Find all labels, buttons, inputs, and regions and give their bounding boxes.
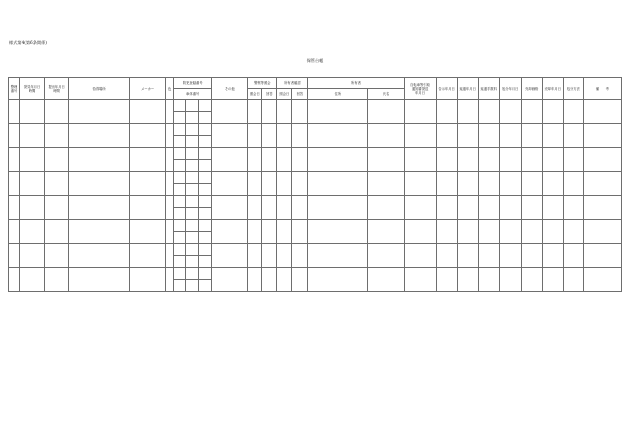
cell-color[interactable] [166, 148, 174, 172]
cell-body-c[interactable] [199, 256, 212, 268]
cell-seq-no[interactable] [9, 148, 20, 172]
cell-owner-confirm-answer[interactable] [292, 172, 308, 196]
cell-seq-no[interactable] [9, 100, 20, 124]
cell-fee[interactable] [478, 196, 499, 220]
cell-found-place[interactable] [69, 268, 130, 292]
cell-body-c[interactable] [199, 160, 212, 172]
cell-fee[interactable] [478, 148, 499, 172]
cell-method[interactable] [563, 196, 583, 220]
cell-reg-b[interactable] [186, 220, 199, 232]
table-row [9, 196, 622, 208]
header-remarks: 備 考 [583, 78, 621, 100]
cell-delivery-date[interactable] [45, 148, 69, 172]
cell-body-a[interactable] [174, 280, 186, 292]
cell-discovery-date[interactable] [20, 244, 45, 268]
cell-disposal-date[interactable] [499, 268, 521, 292]
cell-fee[interactable] [478, 100, 499, 124]
cell-owner-name[interactable] [368, 124, 404, 148]
cell-reg-c[interactable] [199, 244, 212, 256]
cell-owner-confirm-date[interactable] [277, 220, 292, 244]
cell-notify-date[interactable] [404, 148, 436, 172]
cell-reg-a[interactable] [174, 244, 186, 256]
cell-owner-address[interactable] [308, 148, 368, 172]
cell-seq-no[interactable] [9, 172, 20, 196]
cell-sale-price[interactable] [521, 124, 542, 148]
cell-return-date[interactable] [457, 100, 478, 124]
cell-reg-b[interactable] [186, 148, 199, 160]
cell-transfer-date[interactable] [542, 100, 563, 124]
cell-discovery-date[interactable] [20, 148, 45, 172]
cell-police-inquiry-date[interactable] [248, 244, 262, 268]
cell-sale-price[interactable] [521, 220, 542, 244]
cell-police-inquiry-date[interactable] [248, 268, 262, 292]
cell-body-b[interactable] [186, 136, 199, 148]
cell-announce-date[interactable] [436, 268, 457, 292]
cell-owner-confirm-answer[interactable] [292, 244, 308, 268]
cell-police-inquiry-date[interactable] [248, 148, 262, 172]
cell-sale-price[interactable] [521, 148, 542, 172]
cell-body-b[interactable] [186, 160, 199, 172]
cell-owner-confirm-date[interactable] [277, 196, 292, 220]
cell-method[interactable] [563, 220, 583, 244]
cell-announce-date[interactable] [436, 100, 457, 124]
cell-fee[interactable] [478, 244, 499, 268]
header-disposal-date: 処分年月日 [499, 78, 521, 100]
cell-owner-confirm-date[interactable] [277, 124, 292, 148]
cell-body-b[interactable] [186, 280, 199, 292]
header-owner-confirm-date: 照会日 [277, 89, 292, 100]
cell-disposal-date[interactable] [499, 196, 521, 220]
cell-found-place[interactable] [69, 100, 130, 124]
cell-other[interactable] [212, 268, 248, 292]
cell-police-answer[interactable] [262, 196, 277, 220]
cell-reg-b[interactable] [186, 124, 199, 136]
cell-maker[interactable] [130, 124, 166, 148]
cell-reg-b[interactable] [186, 172, 199, 184]
cell-police-answer[interactable] [262, 172, 277, 196]
cell-seq-no[interactable] [9, 268, 20, 292]
cell-maker[interactable] [130, 100, 166, 124]
cell-return-date[interactable] [457, 220, 478, 244]
header-police-inquiry-date: 照会日 [248, 89, 262, 100]
cell-announce-date[interactable] [436, 244, 457, 268]
cell-reg-a[interactable] [174, 148, 186, 160]
cell-remarks[interactable] [583, 244, 621, 268]
cell-method[interactable] [563, 244, 583, 268]
cell-discovery-date[interactable] [20, 196, 45, 220]
cell-owner-name[interactable] [368, 220, 404, 244]
cell-return-date[interactable] [457, 148, 478, 172]
cell-sale-price[interactable] [521, 100, 542, 124]
cell-body-a[interactable] [174, 136, 186, 148]
cell-discovery-date[interactable] [20, 172, 45, 196]
header-other: その他 [212, 78, 248, 100]
header-body-number: 車体番号 [174, 89, 212, 100]
cell-delivery-date[interactable] [45, 268, 69, 292]
cell-body-a[interactable] [174, 112, 186, 124]
cell-sale-price[interactable] [521, 244, 542, 268]
cell-police-answer[interactable] [262, 100, 277, 124]
table-row [9, 172, 622, 184]
cell-method[interactable] [563, 124, 583, 148]
cell-sale-price[interactable] [521, 268, 542, 292]
cell-notify-date[interactable] [404, 100, 436, 124]
cell-body-b[interactable] [186, 184, 199, 196]
cell-seq-no[interactable] [9, 124, 20, 148]
cell-notify-date[interactable] [404, 172, 436, 196]
cell-method[interactable] [563, 100, 583, 124]
cell-maker[interactable] [130, 268, 166, 292]
cell-owner-confirm-date[interactable] [277, 100, 292, 124]
cell-return-date[interactable] [457, 172, 478, 196]
cell-disposal-date[interactable] [499, 244, 521, 268]
header-fee: 返還手数料 [478, 78, 499, 100]
cell-police-inquiry-date[interactable] [248, 172, 262, 196]
cell-announce-date[interactable] [436, 172, 457, 196]
cell-reg-a[interactable] [174, 124, 186, 136]
header-transfer-date: 売却年月日 [542, 78, 563, 100]
cell-notify-date[interactable] [404, 124, 436, 148]
cell-maker[interactable] [130, 220, 166, 244]
cell-return-date[interactable] [457, 268, 478, 292]
cell-discovery-date[interactable] [20, 124, 45, 148]
cell-reg-c[interactable] [199, 172, 212, 184]
cell-owner-name[interactable] [368, 268, 404, 292]
cell-owner-name[interactable] [368, 244, 404, 268]
cell-other[interactable] [212, 100, 248, 124]
cell-maker[interactable] [130, 196, 166, 220]
cell-seq-no[interactable] [9, 196, 20, 220]
cell-maker[interactable] [130, 244, 166, 268]
cell-other[interactable] [212, 124, 248, 148]
header-return-date: 返還年月日 [457, 78, 478, 100]
cell-body-a[interactable] [174, 184, 186, 196]
header-delivery-date: 提出年月日 時間 [45, 78, 69, 100]
cell-disposal-date[interactable] [499, 100, 521, 124]
cell-police-inquiry-date[interactable] [248, 124, 262, 148]
cell-owner-confirm-answer[interactable] [292, 196, 308, 220]
cell-owner-confirm-answer[interactable] [292, 148, 308, 172]
cell-reg-a[interactable] [174, 100, 186, 112]
cell-police-inquiry-date[interactable] [248, 220, 262, 244]
header-notify-date: 自転車等引取 通知書発送 年月日 [404, 78, 436, 100]
cell-reg-b[interactable] [186, 268, 199, 280]
cell-other[interactable] [212, 172, 248, 196]
cell-notify-date[interactable] [404, 220, 436, 244]
cell-owner-address[interactable] [308, 244, 368, 268]
cell-owner-address[interactable] [308, 100, 368, 124]
header-owner-confirm: 所有者確認 [277, 78, 308, 89]
cell-transfer-date[interactable] [542, 172, 563, 196]
cell-reg-c[interactable] [199, 220, 212, 232]
cell-found-place[interactable] [69, 172, 130, 196]
cell-owner-name[interactable] [368, 196, 404, 220]
form-code: 様式第4(第6条関係) [9, 40, 47, 45]
cell-transfer-date[interactable] [542, 268, 563, 292]
cell-body-c[interactable] [199, 112, 212, 124]
header-owner-address: 住所 [308, 89, 368, 100]
table-row [9, 148, 622, 160]
cell-sale-price[interactable] [521, 196, 542, 220]
cell-fee[interactable] [478, 268, 499, 292]
cell-announce-date[interactable] [436, 220, 457, 244]
cell-method[interactable] [563, 148, 583, 172]
cell-police-inquiry-date[interactable] [248, 196, 262, 220]
cell-other[interactable] [212, 220, 248, 244]
cell-body-c[interactable] [199, 184, 212, 196]
cell-remarks[interactable] [583, 268, 621, 292]
cell-body-c[interactable] [199, 280, 212, 292]
cell-owner-confirm-answer[interactable] [292, 100, 308, 124]
cell-remarks[interactable] [583, 172, 621, 196]
cell-body-b[interactable] [186, 208, 199, 220]
cell-return-date[interactable] [457, 196, 478, 220]
cell-disposal-date[interactable] [499, 148, 521, 172]
cell-color[interactable] [166, 172, 174, 196]
cell-color[interactable] [166, 220, 174, 244]
header-owner-confirm-answer: 回答 [292, 89, 308, 100]
cell-owner-confirm-date[interactable] [277, 244, 292, 268]
cell-reg-b[interactable] [186, 244, 199, 256]
header-owner-name: 氏名 [368, 89, 404, 100]
cell-reg-a[interactable] [174, 220, 186, 232]
table-row [9, 220, 622, 232]
cell-fee[interactable] [478, 172, 499, 196]
cell-body-b[interactable] [186, 256, 199, 268]
header-anti-theft-reg: 防犯登録番号 [174, 78, 212, 89]
cell-return-date[interactable] [457, 124, 478, 148]
header-method: 処分方法 [563, 78, 583, 100]
cell-owner-address[interactable] [308, 124, 368, 148]
cell-reg-a[interactable] [174, 172, 186, 184]
cell-return-date[interactable] [457, 244, 478, 268]
header-maker: メーカー [130, 78, 166, 100]
cell-notify-date[interactable] [404, 244, 436, 268]
document-title: 保管台帳 [306, 58, 324, 63]
cell-delivery-date[interactable] [45, 220, 69, 244]
cell-maker[interactable] [130, 148, 166, 172]
cell-seq-no[interactable] [9, 244, 20, 268]
cell-body-b[interactable] [186, 112, 199, 124]
cell-disposal-date[interactable] [499, 220, 521, 244]
cell-sale-price[interactable] [521, 172, 542, 196]
cell-delivery-date[interactable] [45, 244, 69, 268]
header-owner: 所有者 [308, 78, 404, 89]
cell-owner-name[interactable] [368, 172, 404, 196]
cell-police-answer[interactable] [262, 220, 277, 244]
cell-color[interactable] [166, 268, 174, 292]
cell-discovery-date[interactable] [20, 268, 45, 292]
cell-body-b[interactable] [186, 232, 199, 244]
header-found-place: 拾得場所 [69, 78, 130, 100]
cell-body-a[interactable] [174, 232, 186, 244]
cell-discovery-date[interactable] [20, 220, 45, 244]
cell-remarks[interactable] [583, 196, 621, 220]
cell-owner-confirm-answer[interactable] [292, 220, 308, 244]
cell-transfer-date[interactable] [542, 124, 563, 148]
cell-delivery-date[interactable] [45, 124, 69, 148]
cell-owner-confirm-answer[interactable] [292, 268, 308, 292]
cell-reg-b[interactable] [186, 100, 199, 112]
header-sale-price: 売却価格 [521, 78, 542, 100]
cell-police-answer[interactable] [262, 268, 277, 292]
cell-found-place[interactable] [69, 148, 130, 172]
cell-fee[interactable] [478, 220, 499, 244]
cell-body-a[interactable] [174, 208, 186, 220]
cell-transfer-date[interactable] [542, 196, 563, 220]
header-color: 色 [166, 78, 174, 100]
cell-color[interactable] [166, 100, 174, 124]
cell-remarks[interactable] [583, 220, 621, 244]
cell-transfer-date[interactable] [542, 244, 563, 268]
cell-delivery-date[interactable] [45, 100, 69, 124]
cell-method[interactable] [563, 172, 583, 196]
cell-owner-confirm-date[interactable] [277, 268, 292, 292]
cell-announce-date[interactable] [436, 148, 457, 172]
cell-found-place[interactable] [69, 196, 130, 220]
cell-owner-address[interactable] [308, 172, 368, 196]
cell-transfer-date[interactable] [542, 148, 563, 172]
cell-body-c[interactable] [199, 136, 212, 148]
cell-delivery-date[interactable] [45, 196, 69, 220]
cell-reg-c[interactable] [199, 268, 212, 280]
cell-police-answer[interactable] [262, 148, 277, 172]
cell-reg-a[interactable] [174, 196, 186, 208]
cell-notify-date[interactable] [404, 268, 436, 292]
cell-police-inquiry-date[interactable] [248, 100, 262, 124]
cell-fee[interactable] [478, 124, 499, 148]
cell-body-c[interactable] [199, 208, 212, 220]
cell-color[interactable] [166, 244, 174, 268]
cell-delivery-date[interactable] [45, 172, 69, 196]
cell-remarks[interactable] [583, 148, 621, 172]
cell-disposal-date[interactable] [499, 172, 521, 196]
cell-found-place[interactable] [69, 244, 130, 268]
cell-other[interactable] [212, 196, 248, 220]
ledger-table [8, 77, 622, 292]
cell-body-c[interactable] [199, 232, 212, 244]
cell-reg-c[interactable] [199, 196, 212, 208]
cell-other[interactable] [212, 148, 248, 172]
cell-body-a[interactable] [174, 160, 186, 172]
cell-color[interactable] [166, 196, 174, 220]
cell-disposal-date[interactable] [499, 124, 521, 148]
cell-owner-address[interactable] [308, 196, 368, 220]
cell-police-answer[interactable] [262, 244, 277, 268]
cell-maker[interactable] [130, 172, 166, 196]
cell-discovery-date[interactable] [20, 100, 45, 124]
cell-reg-c[interactable] [199, 100, 212, 112]
table-row [9, 124, 622, 136]
header-police-answer: 回答 [262, 89, 277, 100]
header-row-1 [9, 78, 622, 89]
cell-other[interactable] [212, 244, 248, 268]
cell-color[interactable] [166, 124, 174, 148]
cell-reg-c[interactable] [199, 148, 212, 160]
cell-transfer-date[interactable] [542, 220, 563, 244]
cell-method[interactable] [563, 268, 583, 292]
cell-reg-c[interactable] [199, 124, 212, 136]
cell-announce-date[interactable] [436, 196, 457, 220]
header-announce-date: 告示年月日 [436, 78, 457, 100]
cell-reg-b[interactable] [186, 196, 199, 208]
table-row [9, 268, 622, 280]
cell-owner-address[interactable] [308, 268, 368, 292]
cell-remarks[interactable] [583, 100, 621, 124]
table-row [9, 244, 622, 256]
cell-owner-address[interactable] [308, 220, 368, 244]
cell-body-a[interactable] [174, 256, 186, 268]
cell-notify-date[interactable] [404, 196, 436, 220]
cell-owner-name[interactable] [368, 100, 404, 124]
cell-owner-confirm-answer[interactable] [292, 124, 308, 148]
cell-announce-date[interactable] [436, 124, 457, 148]
header-seq-no: 整理 番号 [9, 78, 20, 100]
cell-reg-a[interactable] [174, 268, 186, 280]
table-row [9, 100, 622, 112]
cell-remarks[interactable] [583, 124, 621, 148]
cell-found-place[interactable] [69, 220, 130, 244]
header-discovery-date: 発見年月日 時間 [20, 78, 45, 100]
cell-found-place[interactable] [69, 124, 130, 148]
cell-owner-confirm-date[interactable] [277, 172, 292, 196]
cell-police-answer[interactable] [262, 124, 277, 148]
ledger-body [9, 100, 622, 292]
cell-seq-no[interactable] [9, 220, 20, 244]
header-police-inquiry: 警察等照会 [248, 78, 277, 89]
cell-owner-confirm-date[interactable] [277, 148, 292, 172]
cell-owner-name[interactable] [368, 148, 404, 172]
